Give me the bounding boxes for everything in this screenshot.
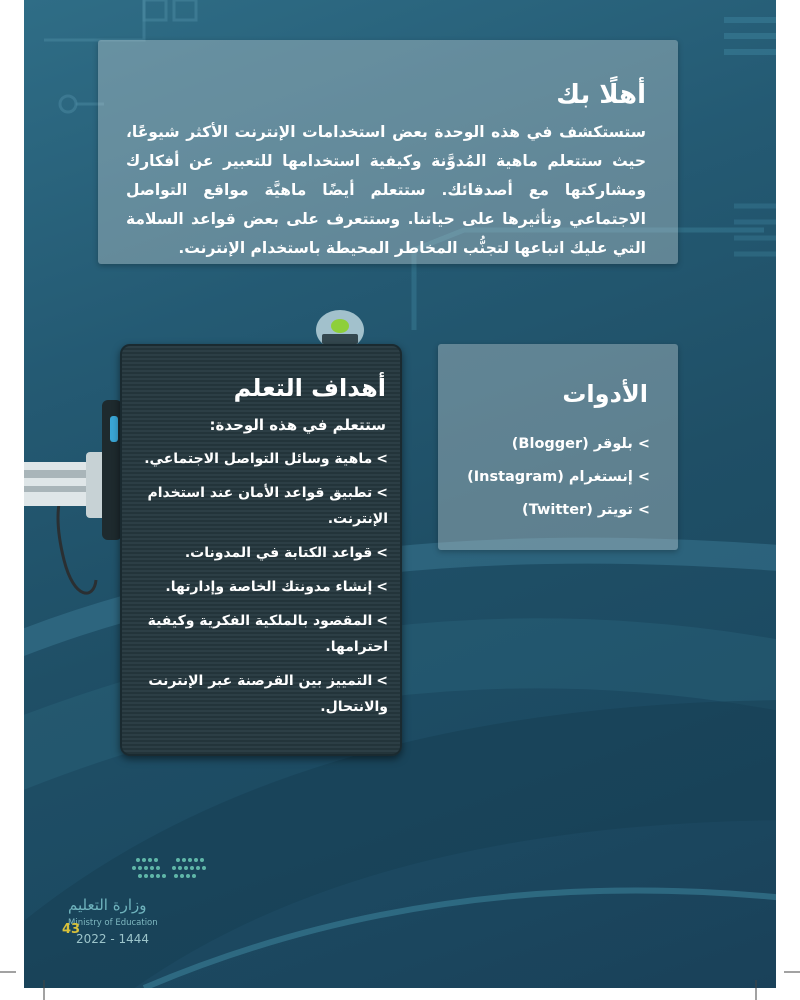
welcome-body: ستستكشف في هذه الوحدة بعض استخدامات الإنترنت الأكثر شيوعًا، حيث ستتعلم ماهية المُدوَّنة وكيفية استخدامها للتعبير عن أفكارك ومشاركتها مع أصدقائك. ستتعلم أيضًا ماهيَّة مواقع التواصل الاجتماعي وتأثيرها على حياتنا. وستتعرف على بعض قواعد السلامة التي عليك اتباعها لتجنُّب المخاطر المحيطة باستخدام الإنترنت. <box>126 123 646 257</box>
learning-goal-item <box>134 668 388 720</box>
ministry-logo-dots-icon <box>128 852 218 892</box>
learning-goals-intro: ستتعلم في هذه الوحدة: <box>209 416 386 434</box>
ministry-name-english: Ministry of Education <box>68 918 158 928</box>
tools-panel <box>438 344 678 550</box>
connector-plug-decoration <box>24 400 122 593</box>
list-marker: > <box>376 451 388 467</box>
tool-item-blogger: > بلوقر (Blogger) <box>511 436 650 452</box>
learning-goal-item <box>134 608 388 660</box>
page-number: 43 <box>62 922 81 937</box>
list-marker: > <box>376 673 388 689</box>
learning-goals-title: أهداف التعلم <box>233 374 386 402</box>
tool-item-twitter: > تويتر (Twitter) <box>522 502 650 518</box>
ministry-name-arabic: وزارة التعليم <box>68 896 147 914</box>
learning-goal-text: المقصود بالملكية الفكرية وكيفية احترامها. <box>147 613 388 655</box>
academic-year: 2022 - 1444 <box>76 932 150 946</box>
welcome-panel <box>98 40 678 264</box>
learning-goal-text: التمييز بين القرصنة عبر الإنترنت والانتحال. <box>148 673 388 715</box>
welcome-title: أهلًا بك <box>556 80 646 110</box>
learning-goal-text: إنشاء مدونتك الخاصة وإدارتها. <box>165 579 373 595</box>
learning-goal-item <box>134 480 388 532</box>
list-marker: > <box>376 485 388 501</box>
list-marker: > <box>376 545 388 561</box>
tools-title: الأدوات <box>562 380 648 408</box>
learning-goal-text: ماهية وسائل التواصل الاجتماعي. <box>144 451 373 467</box>
learning-goal-item <box>134 446 388 472</box>
list-marker: > <box>376 579 388 595</box>
learning-goals-list <box>134 446 388 728</box>
book-page <box>24 0 776 988</box>
tool-item-instagram: > إنستغرام (Instagram) <box>467 469 650 485</box>
list-marker: > <box>376 613 388 629</box>
tools-list <box>467 428 650 527</box>
learning-goal-item <box>134 574 388 600</box>
learning-goals-panel <box>120 344 402 756</box>
learning-goal-item <box>134 540 388 566</box>
learning-goal-text: قواعد الكتابة في المدونات. <box>184 545 373 561</box>
learning-goal-text: تطبيق قواعد الأمان عند استخدام الإنترنت. <box>147 485 388 527</box>
